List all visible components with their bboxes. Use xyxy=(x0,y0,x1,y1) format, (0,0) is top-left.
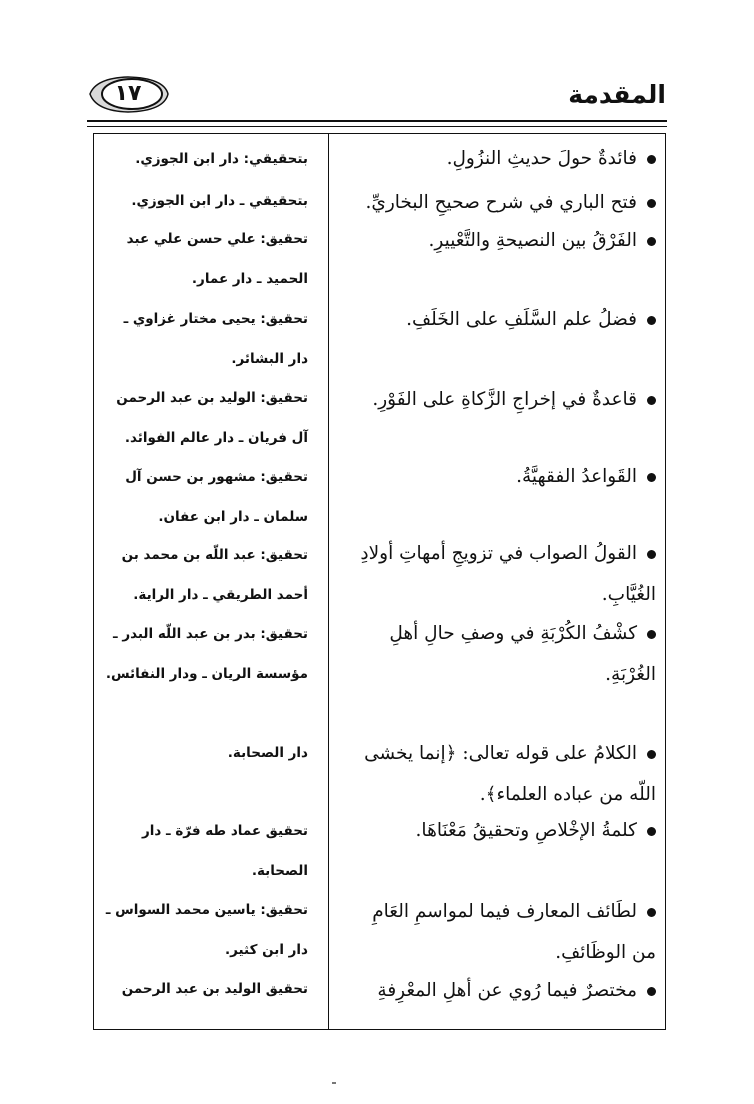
work-title: مختصرٌ فيما رُوي عن أهلِ المعْرِفةِ xyxy=(346,970,656,1011)
work-title: الكلامُ على قوله تعالى: ﴿إنما يخشى اللّه من عباده العلماء﴾. xyxy=(364,743,656,805)
work-edition: تحقيق: علي حسن علي عبد الحميد ـ دار عمار. xyxy=(126,231,308,287)
header-rule xyxy=(87,120,667,122)
work-title: قاعدةٌ في إخراجِ الزَّكاةِ على الفَوْرِ. xyxy=(346,379,656,420)
work-edition: تحقيق الوليد بن عبد الرحمن xyxy=(121,981,308,997)
page-number: ١٧ xyxy=(114,81,142,106)
bullet-icon xyxy=(647,827,656,836)
page-title: المقدمة xyxy=(568,80,666,109)
work-title: كشْفُ الكُرْبَةِ في وصفِ حالِ أهلِ الغُرْبَةِ. xyxy=(389,623,656,685)
work-title: فضلُ علم السَّلَفِ على الخَلَفِ. xyxy=(346,299,656,340)
bullet-icon xyxy=(647,316,656,325)
work-title: القولُ الصواب في تزويجِ أمهاتِ أولادِ الغُيَّابِ. xyxy=(360,543,656,605)
bullet-icon xyxy=(647,396,656,405)
bullet-icon xyxy=(647,155,656,164)
work-edition: تحقيق: بدر بن عبد اللّه البدر ـ مؤسسة الريان ـ ودار النفائس. xyxy=(105,626,308,682)
bullet-icon xyxy=(647,750,656,759)
work-edition: تحقيق عماد طه فرّة ـ دار الصحابة. xyxy=(141,823,308,879)
column-divider xyxy=(328,133,329,1030)
bullet-icon xyxy=(647,908,656,917)
bullet-icon xyxy=(647,630,656,639)
bullet-icon xyxy=(647,550,656,559)
work-edition: تحقيق: الوليد بن عبد الرحمن آل فريان ـ دار عالم الفوائد. xyxy=(116,390,308,446)
bullet-icon xyxy=(647,473,656,482)
work-edition: بتحقيقي ـ دار ابن الجوزي. xyxy=(131,193,308,209)
bullet-icon xyxy=(647,987,656,996)
page-number-badge xyxy=(86,72,170,116)
page-header xyxy=(86,72,666,118)
bullet-icon xyxy=(647,199,656,208)
work-title: فتح الباري في شرح صحيحِ البخاريِّ. xyxy=(346,182,656,223)
header-rule-thin xyxy=(87,126,667,127)
scan-speck xyxy=(332,1082,336,1084)
work-title: الفَرْقُ بين النصيحةِ والتَّعْييرِ. xyxy=(346,220,656,261)
work-title: لطَائف المعارف فيما لمواسمِ العَامِ من الوظَائفِ. xyxy=(372,901,656,963)
work-title: فائدةٌ حولَ حديثِ النزُولِ. xyxy=(346,138,656,179)
work-edition: تحقيق: يحيى مختار غزاوي ـ دار البشائر. xyxy=(123,311,308,367)
work-edition: تحقيق: مشهور بن حسن آل سلمان ـ دار ابن عفان. xyxy=(125,469,308,525)
work-edition: بتحقيقي: دار ابن الجوزي. xyxy=(135,151,308,167)
work-edition: تحقيق: عبد اللّه بن محمد بن أحمد الطريقي ـ دار الراية. xyxy=(121,547,308,603)
work-edition: تحقيق: ياسين محمد السواس ـ دار ابن كثير. xyxy=(105,902,308,958)
work-title: القَواعدُ الفقهيَّةُ. xyxy=(346,456,656,497)
bullet-icon xyxy=(647,237,656,246)
work-title: كلمةُ الإخْلاصِ وتحقيقُ مَعْنَاهَا. xyxy=(346,810,656,851)
work-edition: دار الصحابة. xyxy=(227,745,308,761)
